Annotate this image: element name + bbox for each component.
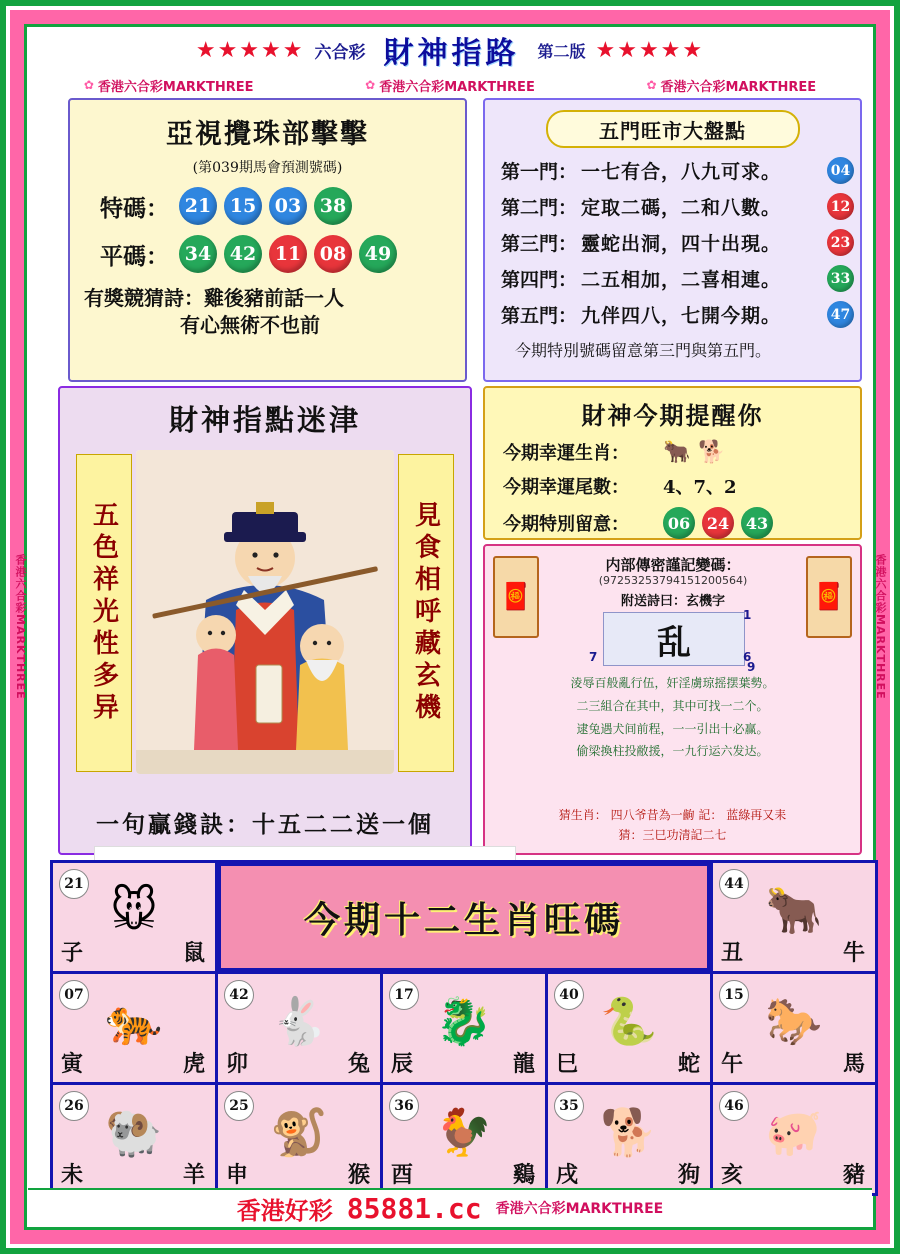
special-ball: 03 <box>269 187 307 225</box>
stars-left-icon: ★★★★★ <box>195 37 305 63</box>
reminder-title: 財神今期提醒你 <box>581 401 764 430</box>
secret-poem <box>499 672 846 763</box>
zodiac-stem: 寅 <box>61 1051 84 1077</box>
zodiac-name: 羊 <box>182 1162 205 1188</box>
zodiac-stem: 申 <box>226 1162 249 1188</box>
gate-row <box>501 265 860 292</box>
gate-number: 12 <box>827 193 854 220</box>
zodiac-number: 42 <box>224 980 254 1010</box>
lucky-zodiac-label: 今期幸運生肖： <box>503 443 629 464</box>
zodiac-banner <box>218 863 710 971</box>
zodiac-cell-rabbit[interactable] <box>218 974 380 1082</box>
top-marquee <box>28 72 872 100</box>
zodiac-number: 17 <box>389 980 419 1010</box>
zodiac-number: 15 <box>719 980 749 1010</box>
special-label: 特碼： <box>100 194 169 222</box>
tiger-icon: 🐅 <box>105 993 163 1048</box>
secret-poem-label: 附送詩曰：玄機字 <box>620 594 725 609</box>
zodiac-stem: 巳 <box>556 1051 579 1077</box>
flower-icon: ✿ <box>646 78 657 92</box>
gate-number: 47 <box>827 301 854 328</box>
content-area <box>28 98 872 1190</box>
zodiac-stem: 丑 <box>721 940 744 966</box>
zodiac-cell-goat[interactable] <box>53 1085 215 1193</box>
gate-name: 第二門： <box>501 197 578 219</box>
zodiac-name: 鷄 <box>512 1162 535 1188</box>
prize-poem <box>84 285 465 339</box>
zodiac-stem: 亥 <box>721 1162 744 1188</box>
lucky-zodiac-icons: 🐂 🐕 <box>663 439 726 465</box>
normal-label: 平碼： <box>100 242 169 270</box>
attention-ball: 24 <box>702 507 734 539</box>
zodiac-cell-rat[interactable] <box>53 863 215 971</box>
lucky-tail-label: 今期幸運尾數： <box>503 477 629 498</box>
god-panel-title: 財神指點迷津 <box>168 403 361 437</box>
zodiac-cell-pig[interactable] <box>713 1085 875 1193</box>
side-banner-left: 香港六合彩MARKTHREE <box>14 554 27 700</box>
edition-label: 第二版 <box>537 41 586 61</box>
dragon-icon: 🐉 <box>435 993 493 1048</box>
footer-bar <box>28 1188 872 1226</box>
lucky-tail-row <box>503 473 860 499</box>
rat-icon: 🐭 <box>110 883 158 937</box>
gate-number: 04 <box>827 157 854 184</box>
god-picture-wrapper <box>74 446 456 776</box>
gates-note: 今期特別號碼留意第三門與第五門。 <box>515 341 772 360</box>
zodiac-number: 36 <box>389 1091 419 1121</box>
attention-ball: 43 <box>741 507 773 539</box>
god-of-wealth-panel <box>58 386 472 855</box>
side-banner-right: 香港六合彩MARKTHREE <box>874 554 887 700</box>
gate-text: 九伴四八，七開今期。 <box>581 305 782 327</box>
secret-code-panel <box>483 544 862 855</box>
snake-icon: 🐍 <box>600 993 658 1048</box>
corner-number-top-right: 1 <box>743 608 752 622</box>
gate-name: 第三門： <box>501 233 578 255</box>
footer-brand: 香港好彩 <box>236 1195 333 1225</box>
secret-poem-line: 偷梁換柱投敝援，一九行运六发达。 <box>576 744 769 759</box>
secret-title: 内部傳密謹記變碼： <box>605 556 741 574</box>
zodiac-cell-tiger[interactable] <box>53 974 215 1082</box>
zodiac-number: 25 <box>224 1091 254 1121</box>
special-ball: 15 <box>224 187 262 225</box>
monkey-icon: 🐒 <box>270 1104 328 1159</box>
prize-poem-line1: 有獎競猜詩：雞後豬前話一人 <box>84 286 344 310</box>
page-title: 財神指路 <box>383 36 520 71</box>
special-ball: 38 <box>314 187 352 225</box>
reminder-panel <box>483 386 862 540</box>
gate-number: 23 <box>827 229 854 256</box>
zodiac-number: 35 <box>554 1091 584 1121</box>
special-attention-label: 今期特別留意： <box>503 514 629 535</box>
special-numbers-row <box>100 187 465 225</box>
subtitle-lottery-name: 六合彩 <box>314 42 366 63</box>
pig-icon: 🐖 <box>765 1104 823 1159</box>
gate-row <box>501 301 860 328</box>
zodiac-number: 26 <box>59 1091 89 1121</box>
zodiac-number: 40 <box>554 980 584 1010</box>
zodiac-number: 46 <box>719 1091 749 1121</box>
zodiac-number: 44 <box>719 869 749 899</box>
zodiac-stem: 辰 <box>391 1051 414 1077</box>
door-god-card-right: 🧧 <box>806 556 852 638</box>
lucky-tail-value: 4、7、2 <box>663 477 737 498</box>
zodiac-number: 21 <box>59 869 89 899</box>
marquee-item: ✿ 香港六合彩MARKTHREE <box>646 78 817 95</box>
zodiac-name: 猴 <box>347 1162 370 1188</box>
zodiac-stem: 子 <box>61 940 84 966</box>
flower-icon: ✿ <box>365 78 376 92</box>
guess-line: 猜：三巳功清記二七 <box>618 828 727 842</box>
guess-zodiac-line: 猜生肖： 四八爷昔為一齣 記： 蓝綠再又耒 <box>558 808 787 822</box>
footer-marquee: 香港六合彩MARKTHREE <box>495 1201 664 1217</box>
dog-icon: 🐕 <box>600 1104 658 1159</box>
prize-poem-line2: 有心無術不也前 <box>180 313 320 337</box>
zodiac-stem: 未 <box>61 1162 84 1188</box>
gates-title: 五門旺市大盤點 <box>546 110 800 148</box>
gate-row <box>501 229 860 256</box>
zodiac-cell-dragon[interactable] <box>383 974 545 1082</box>
gates-panel <box>483 98 862 382</box>
zodiac-grid <box>50 860 878 1196</box>
normal-ball: 42 <box>224 235 262 273</box>
zodiac-cell-rooster[interactable] <box>383 1085 545 1193</box>
gate-number: 33 <box>827 265 854 292</box>
zodiac-stem: 戌 <box>556 1162 579 1188</box>
zodiac-stem: 酉 <box>391 1162 414 1188</box>
gate-name: 第四門： <box>501 269 578 291</box>
marquee-item: ✿ 香港六合彩MARKTHREE <box>83 78 254 95</box>
zodiac-stem: 卯 <box>226 1051 249 1077</box>
gate-row <box>501 193 860 220</box>
attention-ball: 06 <box>663 507 695 539</box>
secret-poem-line: 二三組合在其中，其中可找一二个。 <box>576 698 769 713</box>
zodiac-name: 蛇 <box>677 1051 700 1077</box>
zodiac-cell-snake[interactable] <box>548 974 710 1082</box>
gate-text: 一七有合，八九可求。 <box>581 161 782 183</box>
prediction-subtitle: (第039期馬會預測號碼) <box>192 160 343 176</box>
god-panel-footer: 一句贏錢訣：十五二二送一個 <box>96 811 434 838</box>
right-couplet: 見食相呼藏玄機 <box>398 454 454 772</box>
normal-numbers-row <box>100 235 465 273</box>
normal-ball: 11 <box>269 235 307 273</box>
mystic-character: 乱 <box>603 612 745 666</box>
zodiac-name: 鼠 <box>182 940 205 966</box>
door-god-card-left: 🧧 <box>493 556 539 638</box>
title-bar <box>28 28 872 74</box>
goat-icon: 🐏 <box>105 1104 163 1159</box>
flower-icon: ✿ <box>83 78 94 92</box>
corner-number-bottom-right: 9 <box>747 660 756 674</box>
zodiac-name: 虎 <box>182 1051 205 1077</box>
secret-poem-line: 逮兔遇犬间前程，一一引出十必赢。 <box>576 721 769 736</box>
secret-poem-line: 淩辱百般亂行伍，奸淫虜琼摇摆葉勢。 <box>570 676 775 690</box>
left-couplet: 五色祥光性多异 <box>76 454 132 772</box>
gate-text: 定取二碼，二和八數。 <box>581 197 782 219</box>
zodiac-cell-monkey[interactable] <box>218 1085 380 1193</box>
zodiac-stem: 午 <box>721 1051 744 1077</box>
gate-row <box>501 157 860 184</box>
zodiac-name: 龍 <box>512 1051 535 1077</box>
secret-code: (97253253794151200564) <box>598 574 748 587</box>
zodiac-cell-dog[interactable] <box>548 1085 710 1193</box>
god-of-wealth-illustration <box>136 450 394 774</box>
god-illustration-svg <box>136 450 394 774</box>
gate-text: 靈蛇出洞，四十出現。 <box>581 233 782 255</box>
normal-ball: 08 <box>314 235 352 273</box>
zodiac-name: 兔 <box>347 1051 370 1077</box>
stars-right-icon: ★★★★★ <box>595 37 705 63</box>
gate-text: 二五相加，二喜相連。 <box>581 269 782 291</box>
ox-icon: 🐂 <box>765 882 823 937</box>
corner-number-bottom-left: 7 <box>589 650 598 664</box>
normal-ball: 49 <box>359 235 397 273</box>
zodiac-cell-ox[interactable] <box>713 863 875 971</box>
lucky-zodiac-row <box>503 439 860 465</box>
normal-ball: 34 <box>179 235 217 273</box>
footer-site: 85881.cc <box>346 1191 482 1225</box>
marquee-item: ✿ 香港六合彩MARKTHREE <box>365 78 535 95</box>
zodiac-cell-horse[interactable] <box>713 974 875 1082</box>
corner-number-mid-right: 6 <box>743 650 752 664</box>
gate-name: 第五門： <box>501 305 578 327</box>
zodiac-name: 馬 <box>842 1051 865 1077</box>
special-attention-row <box>503 507 860 539</box>
rabbit-icon: 🐇 <box>270 993 328 1048</box>
rooster-icon: 🐓 <box>435 1104 493 1159</box>
special-ball: 21 <box>179 187 217 225</box>
gate-name: 第一門： <box>501 161 578 183</box>
zodiac-name: 豬 <box>842 1162 865 1188</box>
zodiac-name: 牛 <box>842 940 865 966</box>
zodiac-banner-text: 今期十二生肖旺碼 <box>303 898 624 941</box>
zodiac-number: 07 <box>59 980 89 1010</box>
prediction-title: 亞視攪珠部擊擊 <box>166 119 369 150</box>
zodiac-name: 狗 <box>677 1162 700 1188</box>
horse-icon: 🐎 <box>765 993 823 1048</box>
prediction-panel <box>68 98 467 382</box>
